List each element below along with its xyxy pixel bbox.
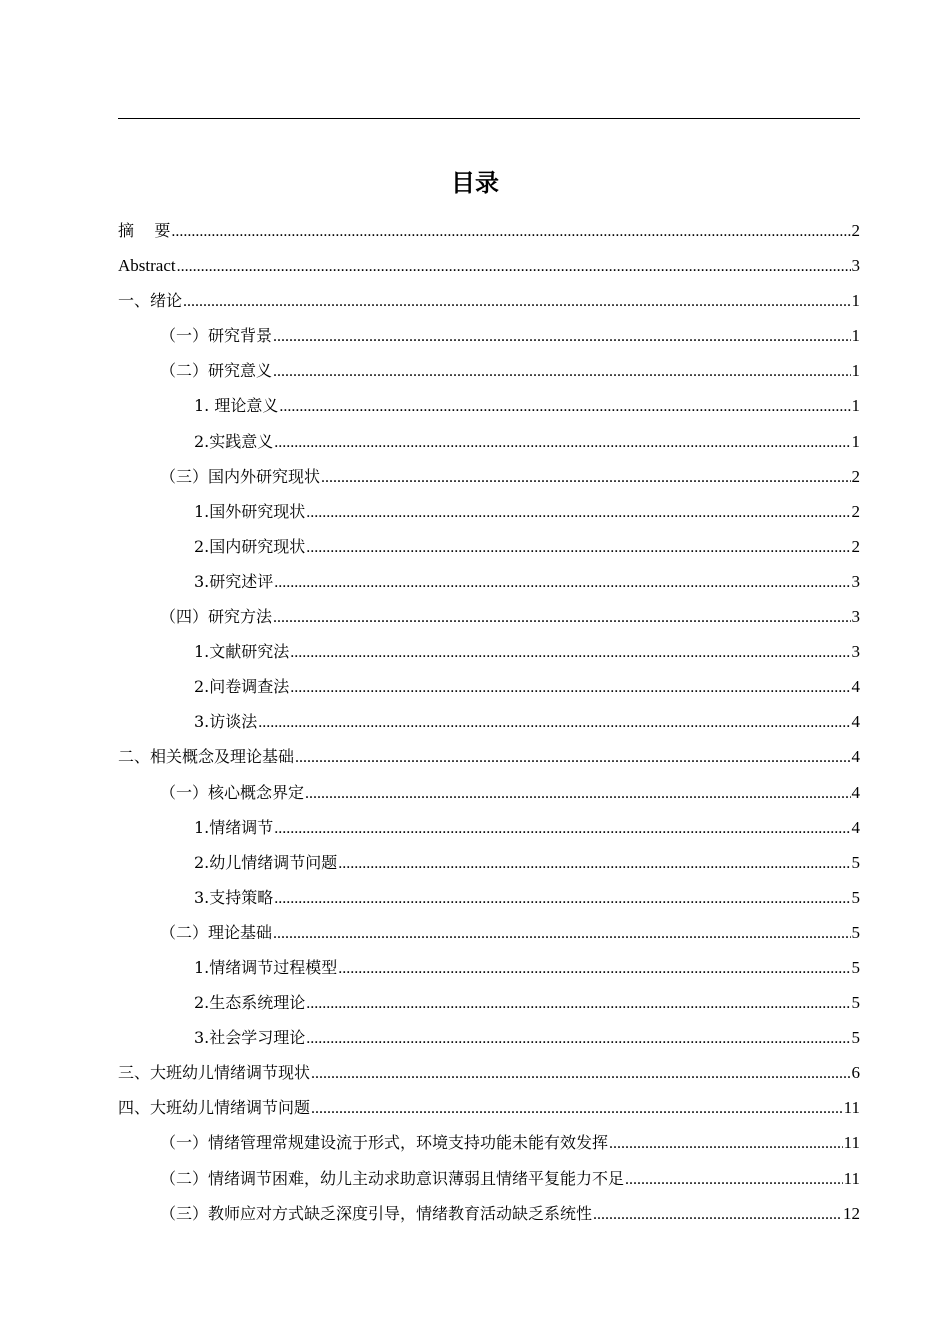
toc-dot-leader xyxy=(171,214,850,249)
toc-entry-label: 四、大班幼儿情绪调节问题 xyxy=(118,1098,311,1118)
toc-entry-page: 4 xyxy=(851,817,860,837)
toc-entry-label: 1.文献研究法 xyxy=(194,642,290,662)
toc-entry-page: 3 xyxy=(851,607,860,627)
toc-entry-page: 1 xyxy=(851,431,860,451)
toc-entry-page: 5 xyxy=(851,1028,860,1048)
toc-entry[interactable] xyxy=(118,669,860,704)
toc-entry-label: 2.实践意义 xyxy=(194,431,274,451)
toc-dot-leader xyxy=(258,705,850,740)
toc-dot-leader xyxy=(311,1056,850,1091)
toc-entry[interactable] xyxy=(118,985,860,1020)
toc-entry-label: 1.国外研究现状 xyxy=(194,501,306,521)
toc-dot-leader xyxy=(177,249,851,284)
toc-dot-leader xyxy=(274,881,850,916)
toc-dot-leader xyxy=(290,670,850,705)
toc-entry-label: 摘 要 xyxy=(118,221,171,240)
toc-dot-leader xyxy=(290,635,850,670)
toc-entry-label: 二、相关概念及理论基础 xyxy=(118,747,295,767)
toc-dot-leader xyxy=(183,284,850,319)
toc-entry-page: 5 xyxy=(851,887,860,907)
toc-dot-leader xyxy=(306,495,850,530)
table-of-contents xyxy=(118,213,860,1231)
toc-entry[interactable] xyxy=(118,1020,860,1055)
toc-entry-label: （二）研究意义 xyxy=(160,361,273,381)
toc-dot-leader xyxy=(338,951,850,986)
toc-entry-page: 6 xyxy=(851,1063,860,1083)
toc-entry[interactable] xyxy=(118,318,860,353)
toc-entry-page: 12 xyxy=(843,1203,860,1223)
toc-entry-page: 1 xyxy=(851,396,860,416)
toc-dot-leader xyxy=(306,530,850,565)
toc-entry-page: 2 xyxy=(851,536,860,556)
toc-entry-label: （四）研究方法 xyxy=(160,607,273,627)
toc-entry-label: 一、绪论 xyxy=(118,291,183,311)
toc-dot-leader xyxy=(593,1197,842,1232)
toc-entry[interactable] xyxy=(118,915,860,950)
toc-dot-leader xyxy=(625,1162,843,1197)
toc-entry[interactable] xyxy=(118,634,860,669)
toc-entry[interactable] xyxy=(118,459,860,494)
toc-dot-leader xyxy=(273,916,850,951)
toc-entry[interactable] xyxy=(118,388,860,423)
toc-entry-label: （二）理论基础 xyxy=(160,922,273,942)
toc-entry-label: （三）国内外研究现状 xyxy=(160,466,321,486)
toc-entry[interactable] xyxy=(118,1090,860,1125)
toc-entry-page: 2 xyxy=(851,221,860,240)
toc-entry[interactable] xyxy=(118,213,860,248)
toc-entry[interactable] xyxy=(118,1125,860,1160)
toc-entry-page: 11 xyxy=(843,1098,860,1118)
toc-dot-leader xyxy=(305,776,850,811)
toc-entry-label: （一）研究背景 xyxy=(160,326,273,346)
toc-entry[interactable] xyxy=(118,880,860,915)
toc-entry-page: 5 xyxy=(851,993,860,1013)
toc-entry[interactable] xyxy=(118,494,860,529)
toc-entry[interactable] xyxy=(118,1055,860,1090)
toc-entry[interactable] xyxy=(118,424,860,459)
toc-entry-label: 2.生态系统理论 xyxy=(194,993,306,1013)
toc-entry-page: 3 xyxy=(851,256,860,276)
toc-entry[interactable] xyxy=(118,564,860,599)
toc-entry-page: 11 xyxy=(843,1168,860,1188)
toc-entry-page: 3 xyxy=(851,571,860,591)
toc-entry-label: 三、大班幼儿情绪调节现状 xyxy=(118,1063,311,1083)
toc-entry-label: 1.情绪调节过程模型 xyxy=(194,957,338,977)
toc-entry-label: 3.研究述评 xyxy=(194,571,274,591)
toc-dot-leader xyxy=(274,565,850,600)
toc-entry-page: 5 xyxy=(851,852,860,872)
toc-dot-leader xyxy=(274,811,850,846)
toc-dot-leader xyxy=(295,740,850,775)
toc-entry[interactable] xyxy=(118,704,860,739)
toc-entry-label: （一）核心概念界定 xyxy=(160,782,305,802)
toc-entry[interactable] xyxy=(118,599,860,634)
toc-entry-page: 1 xyxy=(851,326,860,346)
toc-entry[interactable] xyxy=(118,353,860,388)
toc-entry-label: 2.幼儿情绪调节问题 xyxy=(194,852,338,872)
toc-entry-page: 1 xyxy=(851,291,860,311)
toc-dot-leader xyxy=(273,354,850,389)
toc-entry-label: Abstract xyxy=(118,256,176,276)
toc-entry-page: 4 xyxy=(851,782,860,802)
toc-entry[interactable] xyxy=(118,739,860,774)
toc-entry-label: 3.访谈法 xyxy=(194,712,258,732)
header-rule xyxy=(118,118,860,119)
toc-entry-label: 2.问卷调查法 xyxy=(194,677,290,697)
toc-entry[interactable] xyxy=(118,1161,860,1196)
toc-entry-page: 2 xyxy=(851,501,860,521)
toc-dot-leader xyxy=(609,1126,843,1161)
toc-entry-page: 5 xyxy=(851,922,860,942)
toc-dot-leader xyxy=(321,460,850,495)
toc-entry-page: 4 xyxy=(851,712,860,732)
toc-entry-page: 2 xyxy=(851,466,860,486)
toc-entry-label: （一）情绪管理常规建设流于形式，环境支持功能未能有效发挥 xyxy=(160,1133,609,1153)
toc-entry-label: 3.社会学习理论 xyxy=(194,1028,306,1048)
toc-entry-page: 1 xyxy=(851,361,860,381)
toc-dot-leader xyxy=(306,1021,850,1056)
toc-dot-leader xyxy=(306,986,850,1021)
toc-entry[interactable] xyxy=(118,845,860,880)
toc-entry-page: 4 xyxy=(851,677,860,697)
toc-entry-label: 1.情绪调节 xyxy=(194,817,274,837)
toc-dot-leader xyxy=(273,600,850,635)
toc-entry-label: （三）教师应对方式缺乏深度引导，情绪教育活动缺乏系统性 xyxy=(160,1203,593,1223)
toc-entry[interactable] xyxy=(118,810,860,845)
toc-entry[interactable] xyxy=(118,950,860,985)
toc-dot-leader xyxy=(279,389,850,424)
toc-entry-page: 5 xyxy=(851,957,860,977)
toc-entry-page: 4 xyxy=(851,747,860,767)
toc-dot-leader xyxy=(338,846,850,881)
toc-entry[interactable] xyxy=(118,775,860,810)
toc-entry-page: 11 xyxy=(843,1133,860,1153)
toc-entry-page: 3 xyxy=(851,642,860,662)
toc-entry-label: 3.支持策略 xyxy=(194,887,274,907)
toc-entry-label: （二）情绪调节困难，幼儿主动求助意识薄弱且情绪平复能力不足 xyxy=(160,1168,625,1188)
toc-entry[interactable] xyxy=(118,529,860,564)
toc-dot-leader xyxy=(273,319,850,354)
toc-entry[interactable] xyxy=(118,283,860,318)
toc-entry-label: 1. 理论意义 xyxy=(194,396,279,416)
toc-title: 目录 xyxy=(451,169,499,197)
toc-entry[interactable] xyxy=(118,248,860,283)
toc-dot-leader xyxy=(274,425,850,460)
toc-entry-label: 2.国内研究现状 xyxy=(194,536,306,556)
toc-dot-leader xyxy=(311,1091,843,1126)
toc-entry[interactable] xyxy=(118,1196,860,1231)
